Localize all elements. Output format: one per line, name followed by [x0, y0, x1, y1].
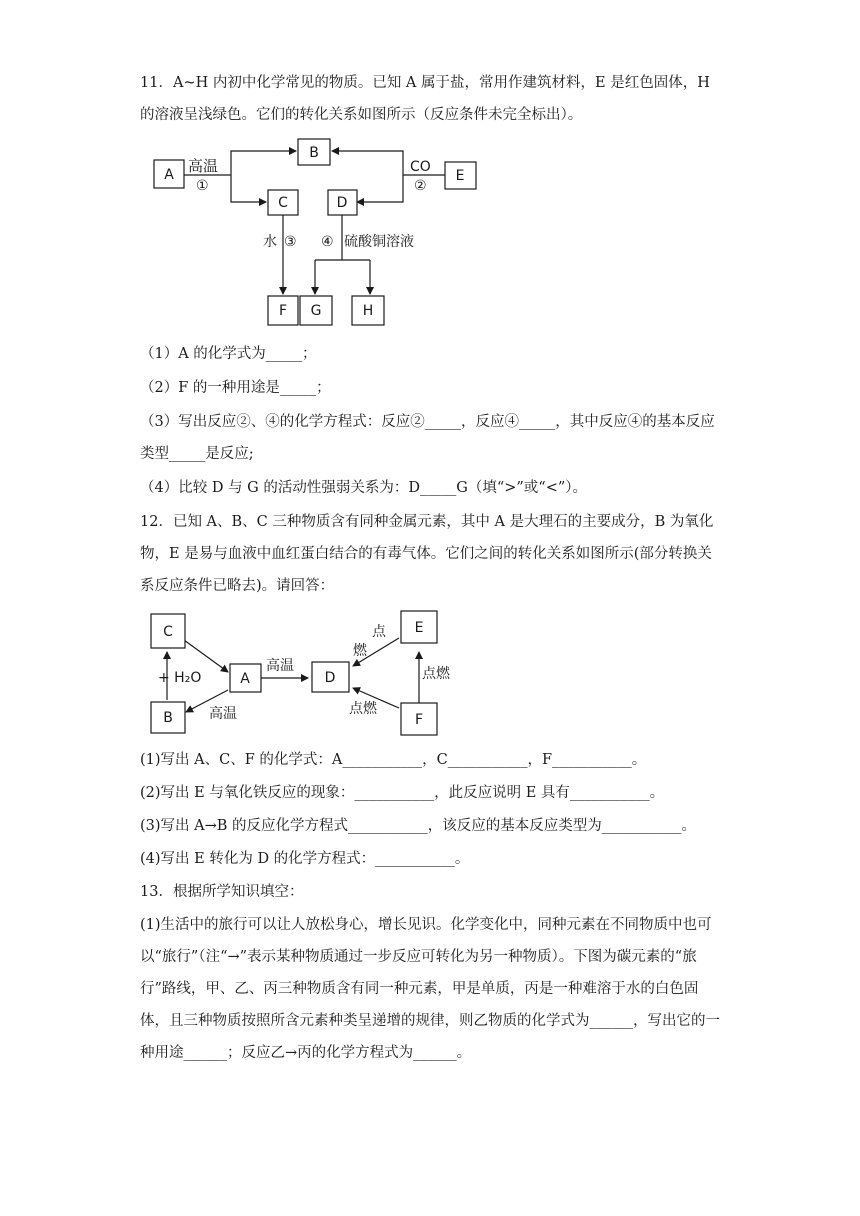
- q11-sub3: （3）写出反应②、④的化学方程式：反应②_____，反应④_____，其中反应④的基本反应类型_____是反应;: [140, 414, 715, 462]
- svg-text:F: F: [278, 303, 288, 319]
- q11-node-e: [445, 162, 476, 189]
- q11-node-c: [268, 190, 298, 215]
- q11-node-f: [268, 296, 298, 325]
- svg-text:A: A: [240, 671, 250, 687]
- q11-arrow-e-to-d: [357, 175, 403, 202]
- q12-sub3: (3)写出 A→B 的反应化学方程式___________，该反应的基本反应类型为___________。: [140, 818, 697, 834]
- q11-label-reaction-2: ②: [414, 178, 427, 194]
- q11-label-water: 水: [263, 234, 277, 250]
- q11-label-reaction-3: ③: [284, 234, 297, 250]
- q12-label-h2o: + H₂O: [158, 670, 202, 686]
- svg-text:B: B: [163, 710, 173, 726]
- q11-node-b: [298, 139, 330, 165]
- svg-text:C: C: [278, 195, 288, 211]
- q11-stem: 11．A~H 内初中化学常见的物质。已知 A 属于盐，常用作建筑材料，E 是红色固体，H 的溶液呈浅绿色。它们的转化关系如图所示（反应条件未完全标出）。: [140, 75, 710, 123]
- svg-text:D: D: [336, 195, 348, 211]
- q11-arrow-a-to-b: [231, 151, 296, 175]
- q12-label-high-temp-bottom: 高温: [209, 706, 237, 722]
- svg-text:H: H: [362, 303, 374, 319]
- q12-node-a: [230, 664, 261, 692]
- svg-text:E: E: [455, 168, 465, 184]
- q12-arrow-c-to-a: [184, 640, 228, 672]
- q11-node-d: [328, 190, 357, 215]
- q11-label-copper-sulfate: 硫酸铜溶液: [344, 234, 414, 250]
- q12-sub1: (1)写出 A、C、F 的化学式：A___________，C___________，F___________。: [140, 752, 647, 768]
- q12-label-ignite-bottom: 点燃: [349, 701, 377, 717]
- q11-sub1: （1）A 的化学式为_____；: [140, 346, 317, 362]
- q11-label-high-temp: 高温: [188, 157, 219, 175]
- q12-node-e: [401, 611, 437, 643]
- q11-reaction-diagram: [150, 138, 490, 334]
- q13-sub1: (1)生活中的旅行可以让人放松身心，增长见识。化学变化中，同种元素在不同物质中也可以“旅行”（注“→”表示某种物质通过一步反应可转化为另一种物质）。下图为碳元素的“旅行”路线，甲、乙、丙三种物质含有同一种元素，甲是单质，丙是一种难溶于水的白色固体，且三种物质按照所含元素种类呈递增的规律，则乙物质的化学式为______，写出它的一种用途______；反应乙→丙的化学方程式为______。: [140, 917, 720, 1061]
- q11-sub2: （2）F 的一种用途是_____；: [140, 380, 331, 396]
- q12-node-b: [151, 702, 185, 733]
- q12-node-c: [151, 614, 185, 648]
- q12-node-f: [401, 703, 437, 735]
- q12-label-high-temp-top: 高温: [266, 658, 294, 674]
- q11-label-reaction-1: ①: [196, 178, 209, 194]
- q12-label-ignite-b: 燃: [353, 643, 367, 659]
- svg-text:C: C: [163, 624, 173, 640]
- q11-label-co: CO: [410, 159, 431, 175]
- q11-label-reaction-4: ④: [321, 234, 334, 250]
- q11-sub4: （4）比较 D 与 G 的活动性强弱关系为：D_____G（填“>”或“<”）。: [140, 480, 588, 496]
- q12-label-ignite-a: 点: [372, 624, 386, 640]
- q11-node-g: [300, 296, 332, 325]
- q12-stem: 12．已知 A、B、C 三种物质含有同种金属元素，其中 A 是大理石的主要成分，B 为氧化物，E 是易与血液中血红蛋白结合的有毒气体。它们之间的转化关系如图所示(部分转换关系反应条件已略去)。请回答：: [140, 514, 714, 594]
- svg-text:E: E: [414, 620, 424, 636]
- q12-sub4: (4)写出 E 转化为 D 的化学方程式：___________。: [140, 851, 470, 867]
- svg-text:F: F: [414, 712, 424, 728]
- q11-node-h: [352, 296, 384, 325]
- svg-text:G: G: [310, 303, 322, 319]
- svg-text:B: B: [309, 145, 319, 161]
- q12-reaction-diagram: [148, 608, 458, 738]
- q12-node-d: [312, 662, 349, 692]
- q12-sub2: (2)写出 E 与氧化铁反应的现象：___________，此反应说明 E 具有___________。: [140, 785, 665, 801]
- q13-stem: 13．根据所学知识填空：: [140, 884, 304, 900]
- svg-text:D: D: [324, 670, 336, 686]
- q11-arrow-a-to-c: [231, 175, 266, 202]
- q11-node-a: [154, 160, 184, 188]
- svg-text:A: A: [164, 167, 174, 183]
- q12-label-ignite-right: 点燃: [422, 666, 450, 682]
